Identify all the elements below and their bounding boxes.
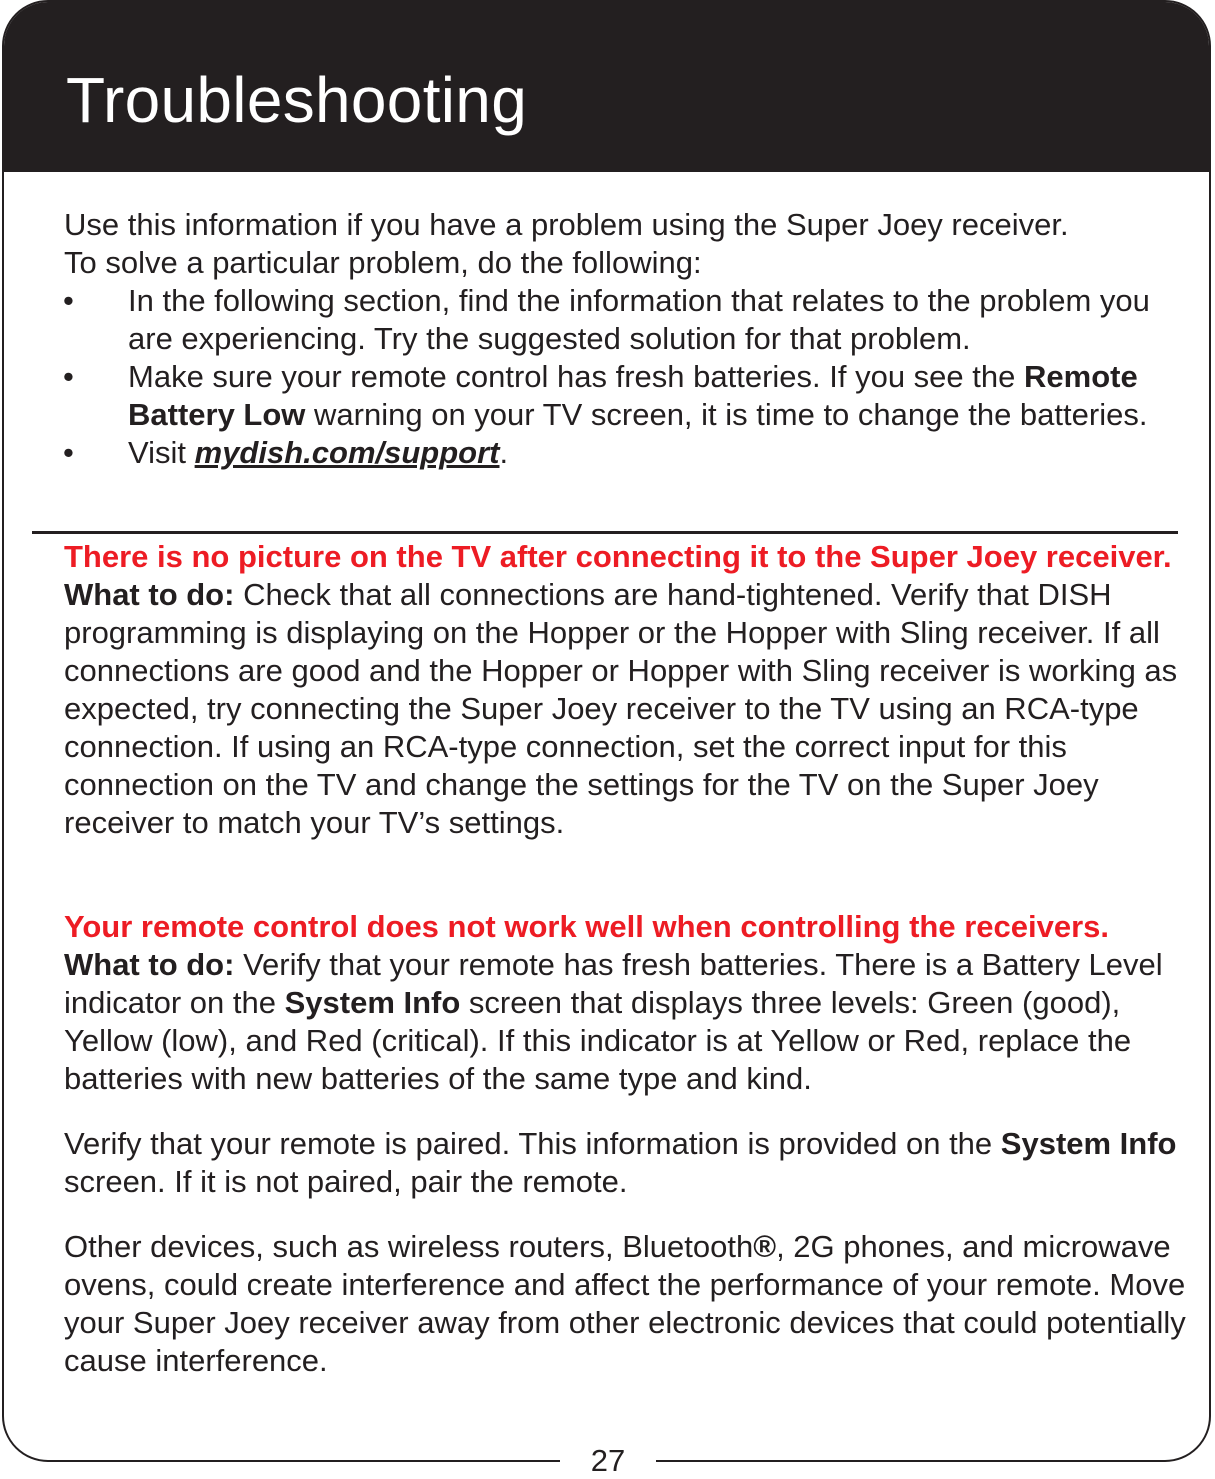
issue-solution	[64, 576, 1199, 842]
support-link[interactable]: mydish.com/support	[194, 435, 500, 470]
paragraph-text: , 2G phones, and microwave ovens, could create interference and affect the performance of your remote. Move your Super Joey receiver away from other electronic devices that could potentially cause interference.	[64, 1229, 1186, 1378]
intro-section	[64, 206, 1194, 472]
what-to-do-label: What to do:	[64, 577, 235, 612]
what-to-do-label: What to do:	[64, 947, 235, 982]
section-divider	[32, 531, 1178, 534]
intro-line-1: Use this information if you have a problem using the Super Joey receiver.	[64, 207, 1069, 242]
paragraph-text: screen. If it is not paired, pair the remote.	[64, 1164, 628, 1199]
list-item	[64, 358, 1194, 434]
paired-paragraph	[64, 1125, 1199, 1201]
remote-battery-low-term: Remote Battery Low	[128, 359, 1138, 432]
bullet-text: Make sure your remote control has fresh batteries. If you see the	[128, 359, 1024, 394]
issue-title: Your remote control does not work well when controlling the receivers.	[64, 909, 1110, 944]
paragraph-text: Verify that your remote is paired. This information is provided on the	[64, 1126, 1001, 1161]
bullet-icon: •	[63, 283, 74, 318]
solution-text: Check that all connections are hand-tightened. Verify that DISH programming is displaying on the Hopper or the Hopper with Sling receiver. If all connections are good and the Hopper or Hopper with Sling receiver is working as expected, try connecting the Super Joey receiver to the TV using an RCA-type connection. If using an RCA-type connection, set the correct input for this connection on the TV and change the settings for the TV on the Super Joey receiver to match your TV’s settings.	[64, 577, 1178, 840]
registered-mark: ®	[753, 1229, 777, 1264]
bullet-text: Visit	[128, 435, 195, 470]
list-item	[64, 282, 1194, 358]
page-number: 27	[560, 1443, 656, 1479]
interference-paragraph	[64, 1228, 1199, 1380]
issue-title: There is no picture on the TV after connecting it to the Super Joey receiver.	[64, 539, 1172, 574]
bullet-text: warning on your TV screen, it is time to change the batteries.	[305, 397, 1148, 432]
issue-remote	[64, 908, 1199, 1380]
bullet-text: .	[499, 435, 509, 470]
header-bar	[4, 2, 1209, 172]
solution-text: Verify that your remote has fresh batteries. There is a Battery Level indicator on the	[64, 947, 1163, 1020]
paragraph-text: Other devices, such as wireless routers, Bluetooth	[64, 1229, 754, 1264]
issue-no-picture	[64, 538, 1199, 842]
bullet-icon: •	[63, 359, 74, 394]
system-info-term: System Info	[1000, 1126, 1177, 1161]
intro-line-2: To solve a particular problem, do the following:	[64, 245, 702, 280]
bullet-text: In the following section, find the information that relates to the problem you are experiencing. Try the suggested solution for that problem.	[128, 283, 1150, 356]
system-info-term: System Info	[284, 985, 461, 1020]
list-item	[64, 434, 1194, 472]
page-title: Troubleshooting	[66, 64, 528, 136]
solution-text: screen that displays three levels: Green (good), Yellow (low), and Red (critical). If this indicator is at Yellow or Red, replace the batteries with new batteries of the same type and kind.	[64, 985, 1132, 1096]
issue-solution	[64, 946, 1199, 1098]
intro-bullet-list	[64, 282, 1194, 472]
bullet-icon: •	[63, 435, 74, 470]
